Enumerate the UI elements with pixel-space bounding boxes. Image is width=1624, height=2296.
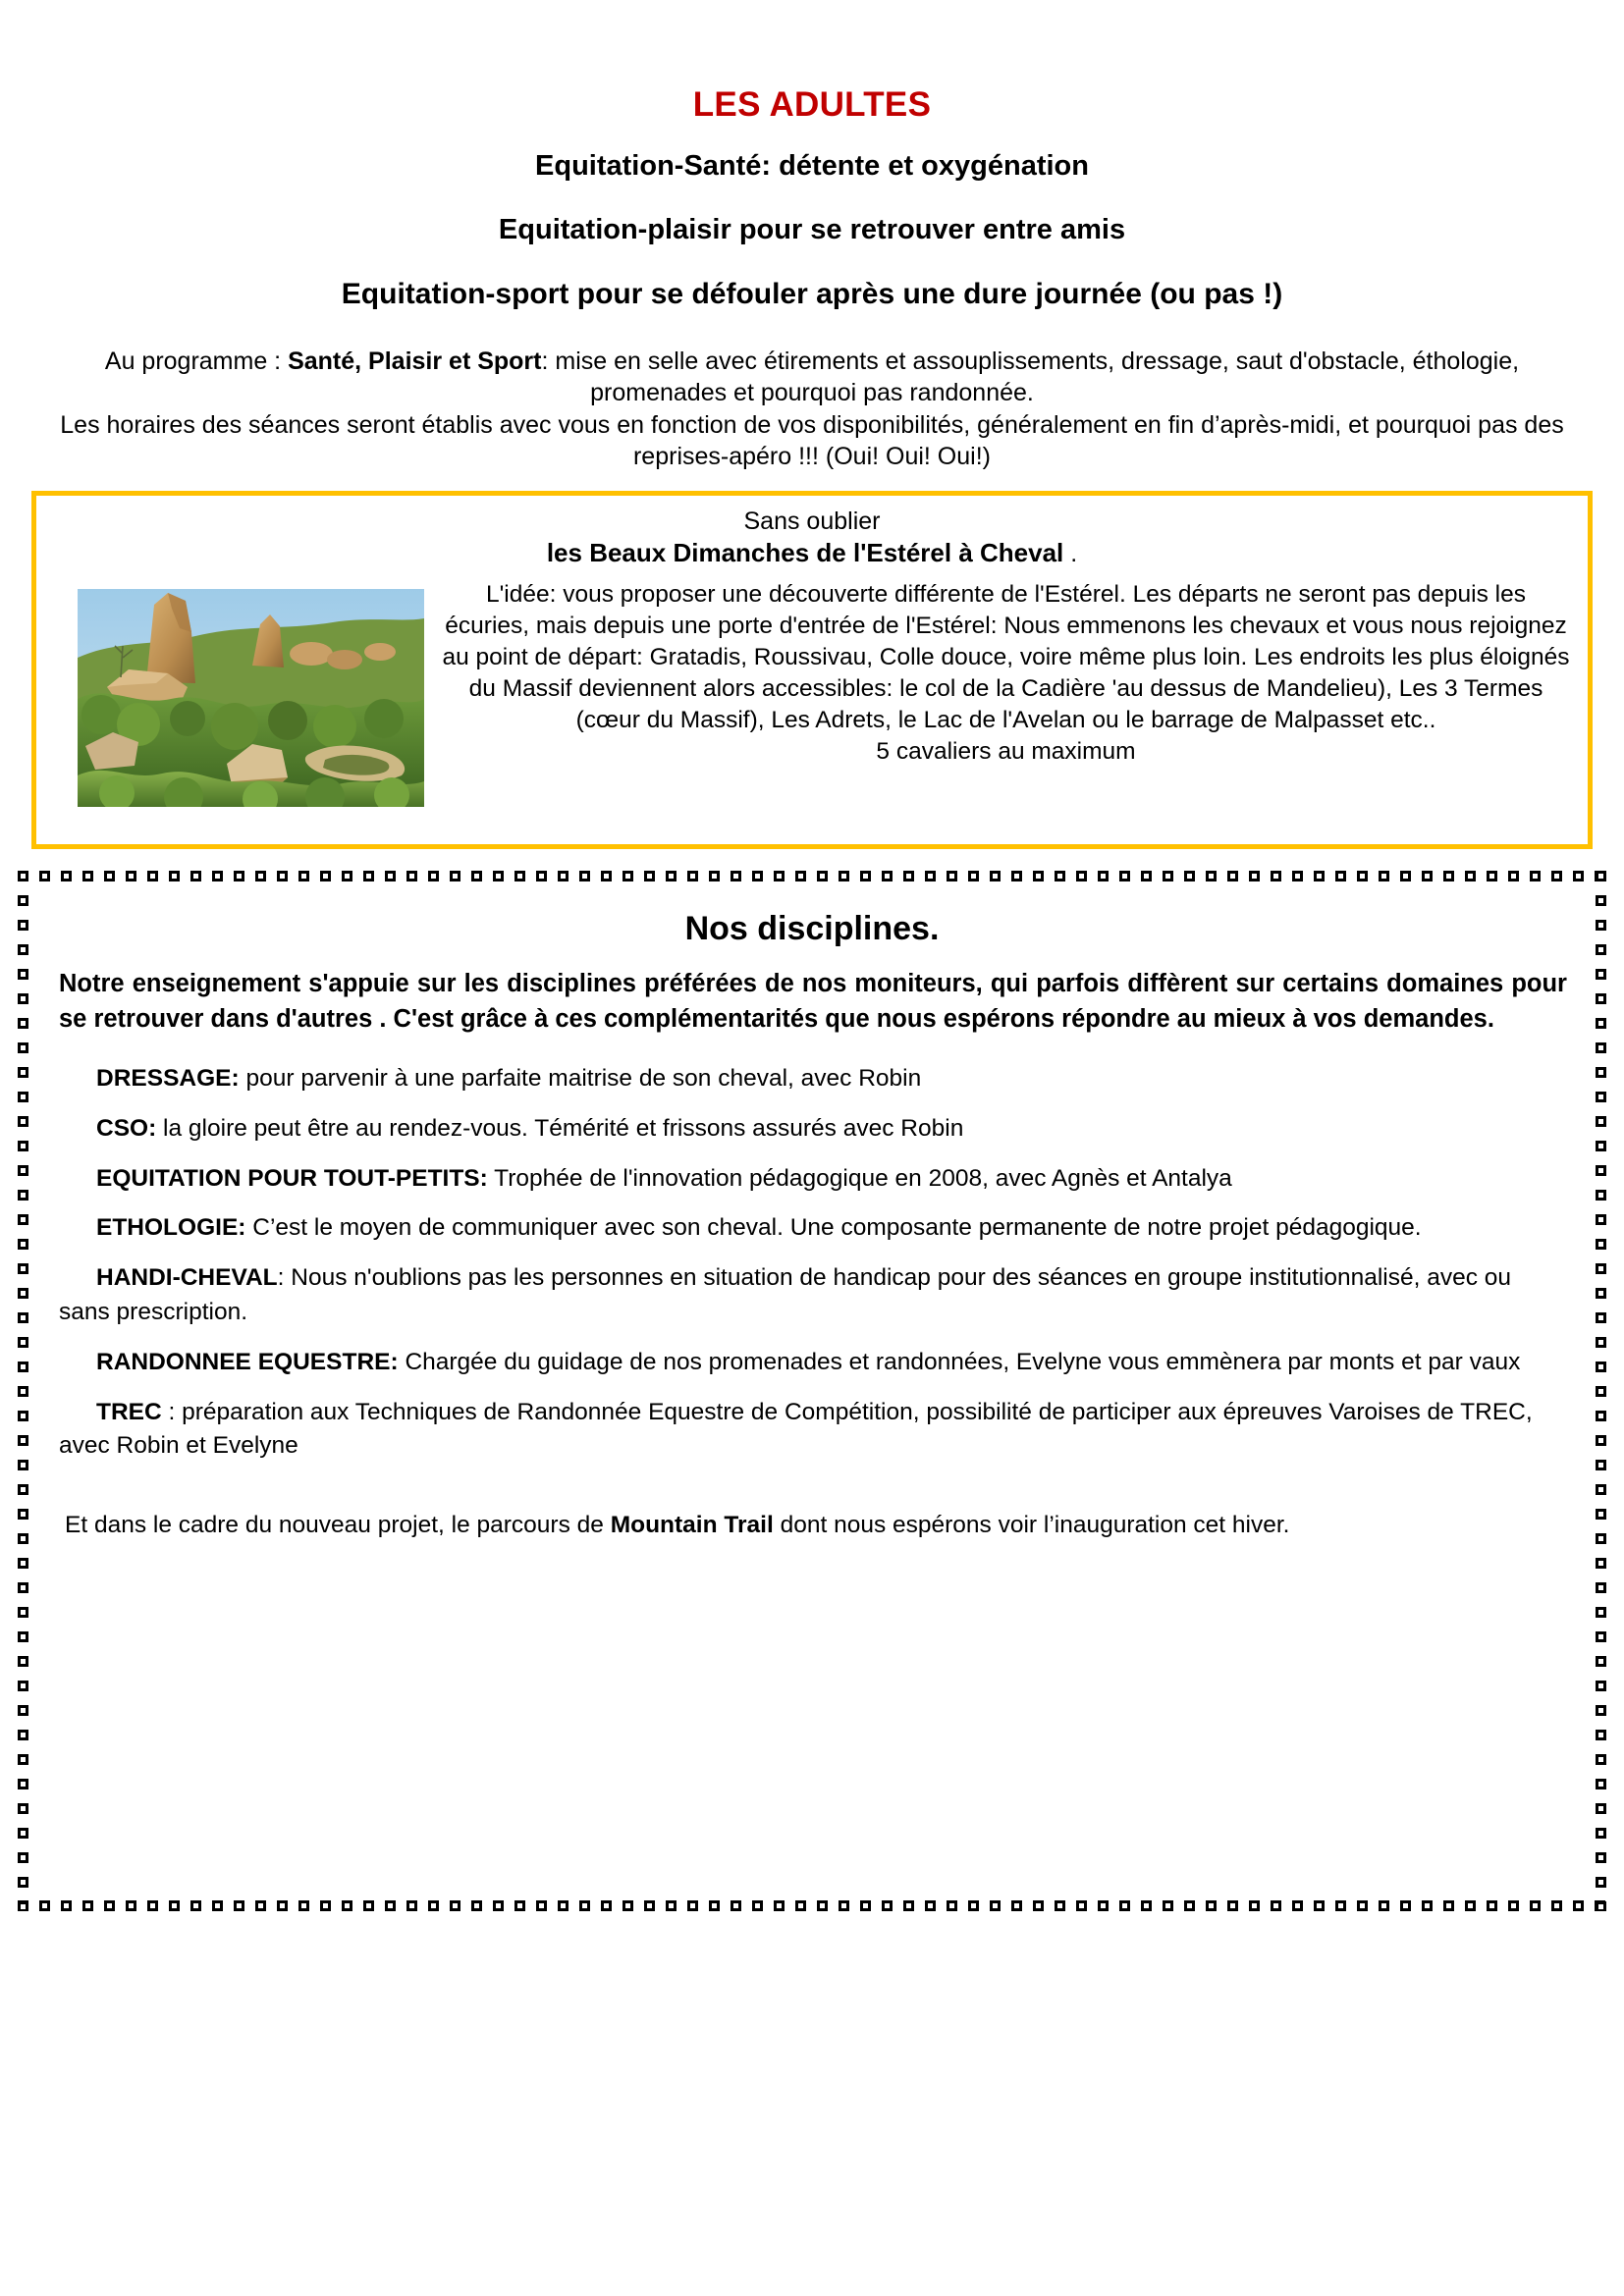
disciplines-title: Nos disciplines. bbox=[684, 909, 940, 947]
discipline-dressage-label: DRESSAGE: bbox=[96, 1065, 240, 1093]
dimanches-idea-body: L'idée: vous proposer une découverte différente de l'Estérel. Les départs ne seront pas depuis les écuries, mais depuis une porte d'entrée de l'Estérel: Nous emmenons les chevaux et vous nous rejoignez au point de départ: Gratadis, Roussivau, Colle douce, voire même plus loin. Les endroits les plus éloignés du Massif deviennent alors accessibles: le col de la Cadière 'au dessus de Mandelieu), Les 3 Termes (cœur du Massif), Les Adrets, le Lac de l'Avelan ou le barrage de Malpasset etc.. bbox=[442, 580, 1570, 733]
subtitle-sport: Equitation-sport pour se défouler après une dure journée (ou pas !) bbox=[341, 278, 1283, 311]
program-lead: Au programme : bbox=[104, 347, 289, 375]
discipline-cso-text: la gloire peut être au rendez-vous. Témérité et frissons assurés avec Robin bbox=[156, 1114, 964, 1142]
border-left bbox=[18, 871, 28, 1911]
program-paragraph bbox=[0, 346, 1624, 473]
discipline-dressage bbox=[51, 1062, 1573, 1096]
border-right bbox=[1596, 871, 1606, 1911]
discipline-ethologie-text: C’est le moyen de communiquer avec son cheval. Une composante permanente de notre projet pédagogique. bbox=[245, 1214, 1422, 1242]
page-header bbox=[0, 0, 1624, 312]
discipline-trec-text: : préparation aux Techniques de Randonnée Equestre de Compétition, possibilité de participer aux épreuves Varoises de TREC, avec Robin et Evelyne bbox=[59, 1398, 1533, 1460]
discipline-handi-cheval-text: : Nous n'oublions pas les personnes en situation de handicap pour des séances en groupe institutionnalisé, avec ou sans prescription. bbox=[59, 1264, 1512, 1325]
discipline-ethologie bbox=[51, 1211, 1573, 1246]
discipline-trec-label: TREC bbox=[96, 1398, 162, 1425]
discipline-randonnee-label: RANDONNEE EQUESTRE: bbox=[96, 1348, 399, 1375]
discipline-ethologie-label: ETHOLOGIE: bbox=[96, 1214, 246, 1242]
dimanches-idea-text bbox=[442, 579, 1574, 768]
disciplines-intro: Notre enseignement s'appuie sur les disciplines préférées de nos moniteurs, qui parfois diffèrent sur certains domaines pour se retrouver dans d'autres . C'est grâce à ces complémentarités que nous espérons répondre au mieux à vos demandes. bbox=[59, 969, 1567, 1033]
mountain-trail-bold: Mountain Trail bbox=[610, 1512, 774, 1539]
program-line2: Les horaires des séances seront établis avec vous en fonction de vos disponibilités, généralement en fin d’après-midi, et pourquoi pas des reprises-apéro !!! (Oui! Oui! Oui!) bbox=[60, 410, 1564, 471]
discipline-trec bbox=[51, 1396, 1573, 1465]
esterel-photo bbox=[78, 589, 424, 807]
dimanches-esterel-box bbox=[31, 491, 1593, 849]
page-title: LES ADULTES bbox=[692, 85, 932, 124]
mountain-trail-note bbox=[51, 1509, 1573, 1543]
dimanches-max-riders: 5 cavaliers au maximum bbox=[876, 737, 1136, 765]
discipline-tout-petits bbox=[51, 1162, 1573, 1197]
discipline-randonnee bbox=[51, 1346, 1573, 1380]
program-rest: : mise en selle avec étirements et assouplissements, dressage, saut d'obstacle, éthologie, promenades et pourquoi pas randonnée. bbox=[541, 347, 1520, 407]
mountain-trail-pre: Et dans le cadre du nouveau projet, le parcours de bbox=[65, 1512, 611, 1539]
disciplines-section bbox=[18, 871, 1606, 1911]
discipline-tout-petits-text: Trophée de l'innovation pédagogique en 2008, avec Agnès et Antalya bbox=[487, 1164, 1232, 1192]
discipline-handi-cheval bbox=[51, 1261, 1573, 1330]
border-top bbox=[18, 871, 1606, 881]
discipline-tout-petits-label: EQUITATION POUR TOUT-PETITS: bbox=[96, 1164, 488, 1192]
discipline-handi-cheval-label: HANDI-CHEVAL bbox=[96, 1264, 278, 1292]
subtitle-plaisir: Equitation-plaisir pour se retrouver entre amis bbox=[498, 213, 1126, 245]
dimanches-line2-tail: . bbox=[1063, 539, 1078, 567]
dimanches-body bbox=[50, 579, 1574, 807]
dimanches-line1: Sans oublier bbox=[743, 507, 881, 535]
dimanches-heading bbox=[50, 506, 1574, 569]
discipline-cso-label: CSO: bbox=[96, 1114, 157, 1142]
discipline-dressage-text: pour parvenir à une parfaite maitrise de son cheval, avec Robin bbox=[239, 1065, 922, 1093]
border-bottom bbox=[18, 1900, 1606, 1911]
esterel-photo-svg bbox=[78, 589, 424, 807]
dimanches-line2-bold: les Beaux Dimanches de l'Estérel à Cheval bbox=[546, 537, 1064, 567]
discipline-randonnee-text: Chargée du guidage de nos promenades et randonnées, Evelyne vous emmènera par monts et par vaux bbox=[398, 1348, 1521, 1375]
program-bold: Santé, Plaisir et Sport bbox=[288, 347, 542, 375]
mountain-trail-post: dont nous espérons voir l’inauguration cet hiver. bbox=[773, 1512, 1290, 1539]
discipline-cso bbox=[51, 1112, 1573, 1147]
subtitle-sante: Equitation-Santé: détente et oxygénation bbox=[535, 149, 1089, 182]
